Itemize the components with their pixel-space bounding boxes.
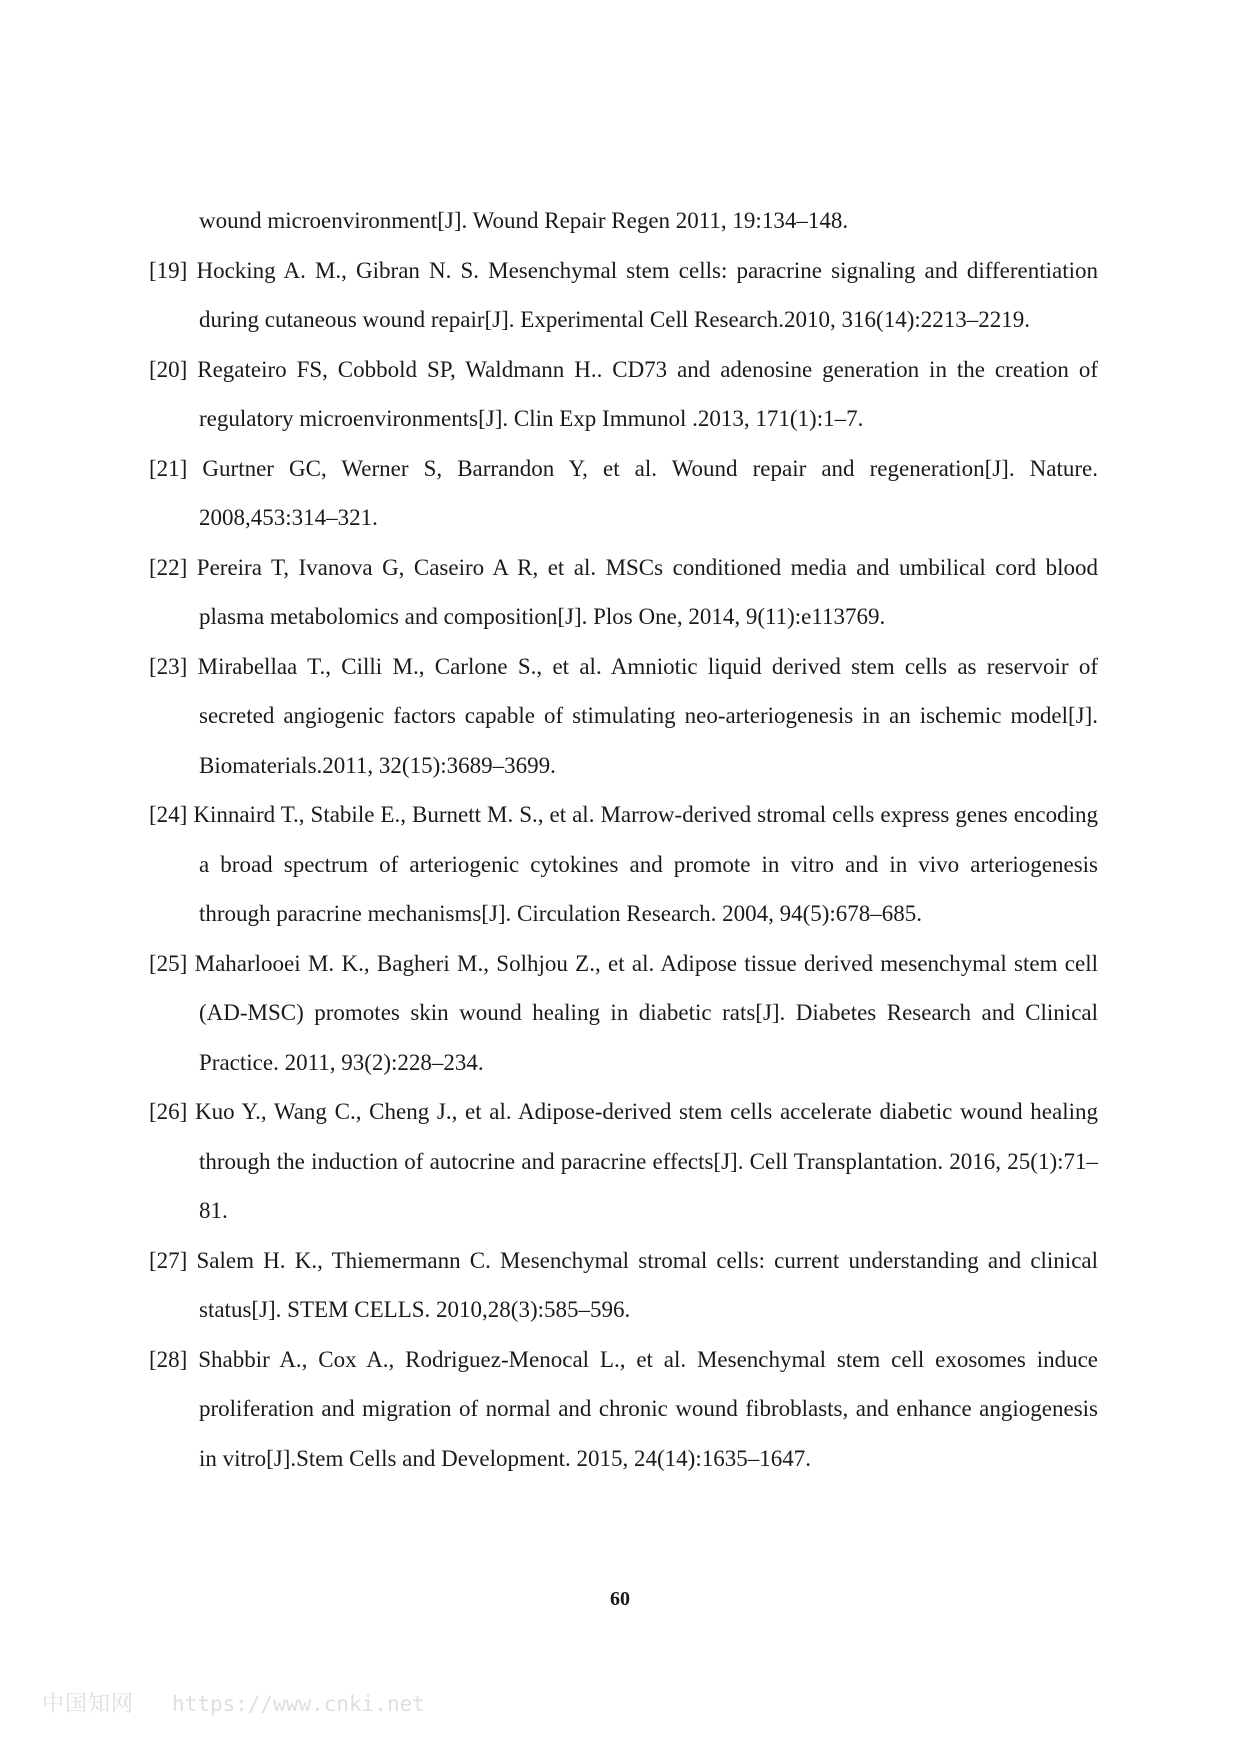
reference-text: Kuo Y., Wang C., Cheng J., et al. Adipose-derived stem cells accelerate diabetic wound healing through the induction of autocrine and paracrine effects[J]. Cell Transplantation. 2016, 25(1):71–81. (195, 1099, 1098, 1223)
cnki-watermark (42, 1687, 425, 1718)
reference-number: [28] (149, 1346, 188, 1372)
reference-number: [19] (149, 257, 188, 283)
reference-list (149, 196, 1098, 1483)
reference-continuation: wound microenvironment[J]. Wound Repair Regen 2011, 19:134–148. (199, 208, 849, 233)
reference-number: [24] (149, 802, 188, 827)
reference-text: Hocking A. M., Gibran N. S. Mesenchymal stem cells: paracrine signaling and differentiation during cutaneous wound repair[J]. Experimental Cell Research.2010, 316(14):2213–2219. (196, 257, 1099, 332)
reference-number: [21] (149, 455, 188, 481)
reference-item-22 (149, 543, 1098, 642)
reference-number: [23] (149, 653, 188, 679)
reference-text: Shabbir A., Cox A., Rodriguez-Menocal L., et al. Mesenchymal stem cell exosomes induce proliferation and migration of normal and chronic wound fibroblasts, and enhance angiogenesis in vitro[J].Stem Cells and Development. 2015, 24(14):1635–1647. (198, 1346, 1099, 1471)
reference-item-25 (149, 939, 1098, 1088)
reference-text: Maharlooei M. K., Bagheri M., Solhjou Z., et al. Adipose tissue derived mesenchymal stem cell (AD-MSC) promotes skin wound healing in diabetic rats[J]. Diabetes Research and Clinical Practice. 2011, 93(2):228–234. (194, 950, 1098, 1075)
reference-item-23 (149, 642, 1098, 791)
watermark-cn-text: 中国知网 (42, 1692, 135, 1717)
reference-text: Gurtner GC, Werner S, Barrandon Y, et al. Wound repair and regeneration[J]. Nature. 2008,453:314–321. (199, 455, 1099, 530)
reference-text: Pereira T, Ivanova G, Caseiro A R, et al. MSCs conditioned media and umbilical cord blood plasma metabolomics and composition[J]. Plos One, 2014, 9(11):e113769. (196, 554, 1098, 629)
reference-item-19 (149, 246, 1098, 345)
reference-item-24 (149, 790, 1098, 939)
reference-text: Kinnaird T., Stabile E., Burnett M. S., et al. Marrow-derived stromal cells express genes encoding a broad spectrum of arteriogenic cytokines and promote in vitro and in vivo arteriogenesis through paracrine mechanisms[J]. Circulation Research. 2004, 94(5):678–685. (193, 802, 1099, 926)
reference-item-28 (149, 1335, 1098, 1484)
reference-item-21 (149, 444, 1098, 543)
reference-item-26 (149, 1087, 1098, 1236)
page-number: 60 (610, 1588, 630, 1610)
reference-text: Salem H. K., Thiemermann C. Mesenchymal stromal cells: current understanding and clinical status[J]. STEM CELLS. 2010,28(3):585–596. (196, 1247, 1098, 1322)
reference-number: [22] (149, 554, 188, 580)
reference-number: [20] (149, 356, 188, 382)
reference-text: Mirabellaa T., Cilli M., Carlone S., et al. Amniotic liquid derived stem cells as reservoir of secreted angiogenic factors capable of stimulating neo-arteriogenesis in an ischemic model[J]. Biomaterials.2011, 32(15):3689–3699. (197, 653, 1099, 778)
reference-number: [26] (149, 1099, 188, 1124)
reference-text: Regateiro FS, Cobbold SP, Waldmann H.. CD73 and adenosine generation in the creation of regulatory microenvironments[J]. Clin Exp Immunol .2013, 171(1):1–7. (197, 356, 1099, 431)
watermark-url: https://www.cnki.net (172, 1692, 425, 1716)
reference-number: [27] (149, 1247, 188, 1273)
reference-item-27 (149, 1236, 1098, 1335)
reference-number: [25] (149, 950, 188, 976)
reference-item-20 (149, 345, 1098, 444)
